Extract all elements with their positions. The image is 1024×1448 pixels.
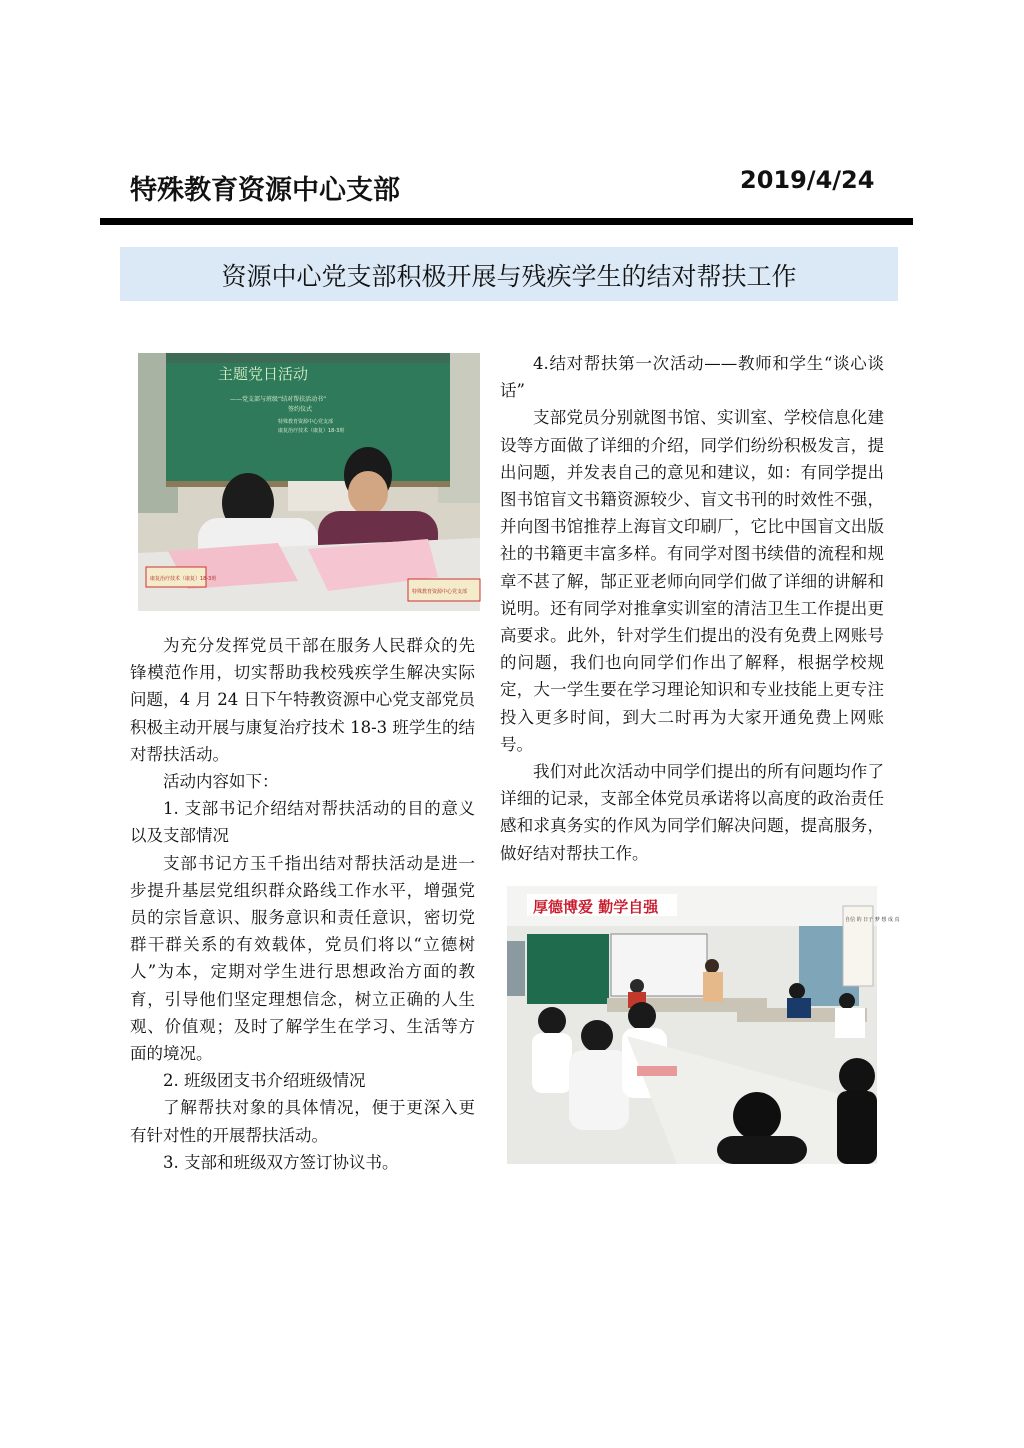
right-paragraph-1: 4.结对帮扶第一次活动——教师和学生“谈心谈话”	[500, 354, 884, 401]
screen-line-2: 签约仪式	[288, 406, 313, 413]
right-paragraph-2: 支部党员分别就图书馆、实训室、学校信息化建设等方面做了详细的介绍，同学们纷纷积极发言，提出问题，并发表自己的意见和建议，如：有同学提出图书馆盲文书籍资源较少、盲文书刊的时效性不强，并向图书馆推荐上海盲文印刷厂，它比中国盲文出版社的书籍更丰富多样。有同学对图书续借的流程和规章不甚了解，郜正亚老师向同学们做了详细的讲解和说明。还有同学对推拿实训室的清洁卫生工作提出更高要求。此外，针对学生们提出的没有免费上网账号的问题，我们也向同学们作出了解释，根据学校规定，大一学生要在学习理论知识和专业技能上更专注投入更多时间，到大二时再为大家开通免费上网账号。	[500, 408, 884, 754]
signing-ceremony-illustration	[138, 353, 480, 611]
title-banner	[120, 247, 898, 301]
header-org: 特殊教育资源中心支部	[130, 175, 400, 206]
left-paragraph-3: 1. 支部书记介绍结对帮扶活动的目的意义以及支部情况	[130, 799, 475, 846]
classroom-discussion-photo	[507, 886, 900, 1164]
article-title: 资源中心党支部积极开展与残疾学生的结对帮扶工作	[221, 262, 797, 291]
right-column	[500, 350, 884, 867]
wall-poster: 自信 的 日子 梦 想 成 真	[845, 917, 900, 923]
left-paragraph-7: 3. 支部和班级双方签订协议书。	[163, 1152, 399, 1172]
left-paragraph-2: 活动内容如下：	[163, 772, 279, 792]
left-paragraph-6: 了解帮扶对象的具体情况，便于更深入更有针对性的开展帮扶活动。	[130, 1098, 475, 1145]
left-paragraph-1: 为充分发挥党员干部在服务人民群众的先锋模范作用，切实帮助我校残疾学生解决实际问题，4 月 24 日下午特教资源中心党支部党员积极主动开展与康复治疗技术 18-3 班学生的结对帮扶活动。	[130, 636, 475, 764]
right-paragraph-3: 我们对此次活动中同学们提出的所有问题均作了详细的记录，支部全体党员承诺将以高度的政治责任感和求真务实的作风为同学们解决问题，提高服务，做好结对帮扶工作。	[500, 762, 884, 863]
screen-title: 主题党日活动	[218, 365, 309, 383]
screen-line-1: ——党支部与班级“结对帮扶活动书”	[230, 396, 327, 403]
signing-ceremony-photo	[138, 353, 480, 611]
wall-banner: 厚德博爱 勤学自强	[533, 898, 659, 916]
name-card-left: 康复治疗技术（康复）18-3班	[150, 576, 217, 582]
left-paragraph-4: 支部书记方玉千指出结对帮扶活动是进一步提升基层党组织群众路线工作水平，增强党员的宗旨意识、服务意识和责任意识，密切党群干群关系的有效载体，党员们将以“立德树人”为本，定期对学生进行思想政治方面的教育，引导他们坚定理想信念，树立正确的人生观、价值观；及时了解学生在学习、生活等方面的境况。	[130, 853, 475, 1064]
left-paragraph-5: 2. 班级团支书介绍班级情况	[163, 1071, 366, 1091]
header-divider	[100, 218, 913, 225]
name-card-right: 特殊教育资源中心党支部	[412, 589, 468, 595]
screen-line-4: 康复治疗技术（康复）18-3班	[278, 428, 345, 434]
header-date: 2019/4/24	[740, 166, 875, 194]
classroom-illustration	[507, 886, 900, 1164]
left-column	[130, 632, 475, 1176]
screen-line-3: 特殊教育资源中心党支部	[278, 419, 334, 425]
